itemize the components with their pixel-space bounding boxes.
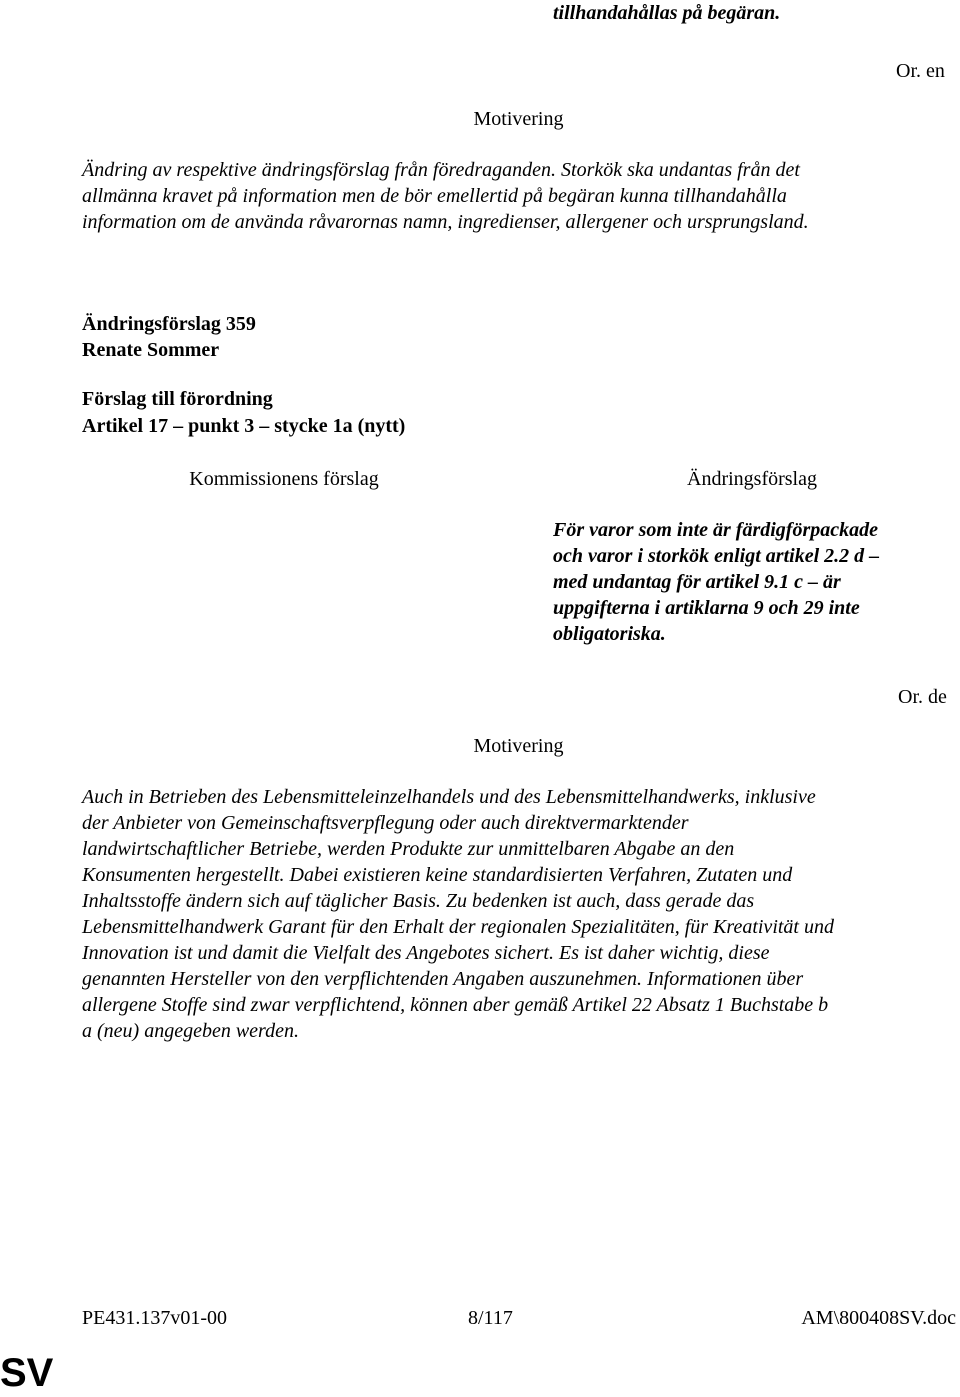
justification-line: landwirtschaftlicher Betriebe, werden Produkte zur unmittelbaren Abgabe an den [82, 838, 735, 860]
justification-line: allmänna kravet på information men de bör emellertid på begäran kunna tillhandahålla [82, 185, 787, 207]
amendment-text-line: För varor som inte är färdigförpackade [553, 519, 878, 541]
table-header-commission-proposal: Kommissionens förslag [189, 468, 379, 490]
justification-paragraph-2 [82, 784, 834, 1044]
amendment-text-line: uppgifterna i artiklarna 9 och 29 inte [553, 597, 860, 619]
footer-document-reference: PE431.137v01-00 [82, 1307, 227, 1329]
justification-line: information om de använda råvarornas namn, ingredienser, allergener och ursprungsland. [82, 211, 809, 233]
article-reference: Artikel 17 – punkt 3 – stycke 1a (nytt) [82, 415, 406, 437]
justification-paragraph-1 [82, 157, 809, 235]
amendment-text [553, 517, 879, 647]
amendment-author: Renate Sommer [82, 339, 220, 361]
motivering-heading-2: Motivering [473, 735, 564, 757]
motivering-heading-1: Motivering [473, 108, 564, 130]
justification-line: Inhaltsstoffe ändern sich auf täglicher Basis. Zu bedenken ist auch, dass gerade das [82, 890, 755, 912]
table-header-amendment: Ändringsförslag [687, 468, 817, 490]
original-language-de: Or. de [898, 686, 947, 708]
footer-file-name: AM\800408SV.doc [801, 1307, 956, 1329]
justification-line: genannten Hersteller von den verpflichtenden Angaben auszunehmen. Informationen über [82, 968, 804, 990]
footer-page-number: 8/117 [468, 1307, 513, 1329]
original-language-en: Or. en [896, 60, 945, 82]
justification-line: a (neu) angegeben werden. [82, 1020, 299, 1042]
amendment-text-line: och varor i storkök enligt artikel 2.2 d – [553, 545, 880, 567]
proposal-title: Förslag till förordning [82, 388, 273, 410]
amendment-text-line: med undantag för artikel 9.1 c – är [553, 571, 841, 593]
justification-line: Innovation ist und damit die Vielfalt des Angebotes sichert. Es ist daher wichtig, diese [82, 942, 770, 964]
justification-line: Lebensmittelhandwerk Garant für den Erhalt der regionalen Spezialitäten, für Kreativität und [82, 916, 834, 938]
language-code: SV [0, 1351, 54, 1395]
amendment-text-line: obligatoriska. [553, 623, 666, 645]
amendment-title: Ändringsförslag 359 [82, 313, 256, 335]
top-fragment-text: tillhandahållas på begäran. [553, 2, 781, 24]
justification-line: Konsumenten hergestellt. Dabei existieren keine standardisierten Verfahren, Zutaten und [82, 864, 793, 886]
justification-line: Ändring av respektive ändringsförslag från föredraganden. Storkök ska undantas från det [82, 159, 800, 181]
justification-line: der Anbieter von Gemeinschaftsverpflegung oder auch direktvermarktender [82, 812, 689, 834]
justification-line: Auch in Betrieben des Lebensmitteleinzelhandels und des Lebensmittelhandwerks, inklusive [82, 786, 816, 808]
justification-line: allergene Stoffe sind zwar verpflichtend, können aber gemäß Artikel 22 Absatz 1 Buchstabe b [82, 994, 829, 1016]
